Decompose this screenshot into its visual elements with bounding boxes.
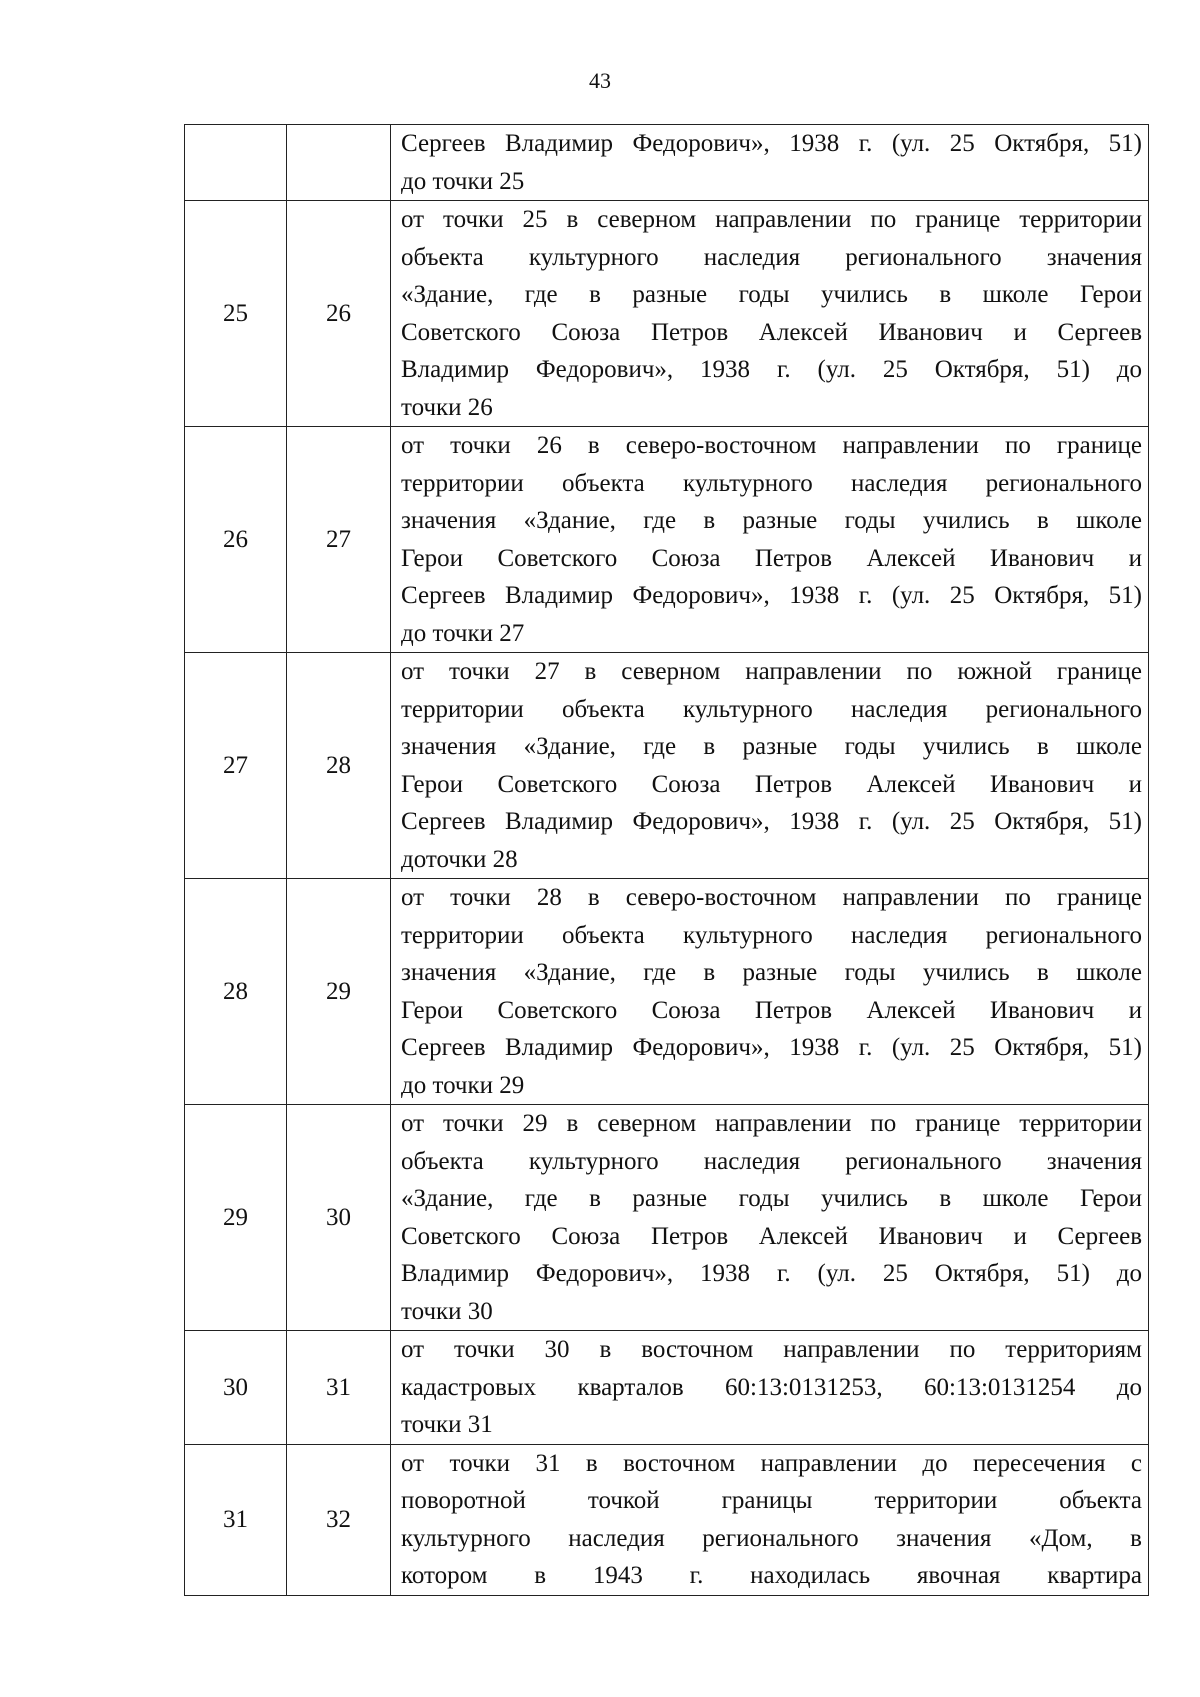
description-line: точки 31 — [401, 1411, 493, 1438]
point-to-cell: 27 — [287, 427, 391, 653]
point-to-cell: 31 — [287, 1331, 391, 1445]
description-line: значения «Здание, где в разные годы учились в школе — [401, 507, 1142, 534]
description-line: точки 26 — [401, 393, 493, 421]
description-line: Советского Союза Петров Алексей Иванович и Сергеев — [401, 318, 1142, 346]
description-line: Герои Советского Союза Петров Алексей Иванович и — [401, 996, 1142, 1024]
table-row — [185, 201, 1149, 427]
description-line: территории объекта культурного наследия регионального — [401, 921, 1142, 949]
boundary-description-cell — [391, 1444, 1149, 1595]
boundary-description-cell — [391, 1331, 1149, 1445]
point-to-cell — [287, 125, 391, 201]
boundary-description-cell — [391, 879, 1149, 1105]
description-line: от точки 29 в северном направлении по границе территории — [401, 1110, 1142, 1137]
description-line: Сергеев Владимир Федорович», 1938 г. (ул. 25 Октября, 51) — [401, 582, 1142, 609]
table-row — [185, 1444, 1149, 1595]
description-line: до точки 25 — [401, 167, 525, 195]
description-line: котором в 1943 г. находилась явочная квартира — [401, 1562, 1142, 1589]
description-line: значения «Здание, где в разные годы учились в школе — [401, 733, 1142, 760]
description-line: «Здание, где в разные годы учились в школе Герои — [401, 1185, 1142, 1212]
point-from-cell: 27 — [185, 653, 287, 879]
description-line: от точки 30 в восточном направлении по территориям — [401, 1336, 1142, 1363]
description-line: до точки 27 — [401, 619, 525, 647]
point-to-cell: 30 — [287, 1105, 391, 1331]
point-from-cell: 26 — [185, 427, 287, 653]
description-line: точки 30 — [401, 1297, 493, 1325]
table-row — [185, 653, 1149, 879]
point-from-cell: 25 — [185, 201, 287, 427]
table-row — [185, 427, 1149, 653]
description-line: Владимир Федорович», 1938 г. (ул. 25 Октября, 51) до — [401, 356, 1142, 383]
description-line: кадастровых кварталов 60:13:0131253, 60:13:0131254 до — [401, 1373, 1142, 1401]
description-line: территории объекта культурного наследия регионального — [401, 695, 1142, 723]
boundary-table — [184, 124, 1149, 1596]
point-from-cell: 29 — [185, 1105, 287, 1331]
boundary-description-cell — [391, 427, 1149, 653]
page-number: 43 — [589, 68, 611, 93]
description-line: от точки 26 в северо-восточном направлении по границе — [401, 432, 1142, 459]
point-from-cell: 31 — [185, 1444, 287, 1595]
boundary-description-cell — [391, 1105, 1149, 1331]
description-line: значения «Здание, где в разные годы учились в школе — [401, 959, 1142, 986]
description-line: объекта культурного наследия регионального значения — [401, 243, 1142, 271]
point-to-cell: 26 — [287, 201, 391, 427]
description-line: Герои Советского Союза Петров Алексей Иванович и — [401, 770, 1142, 798]
boundary-description-cell — [391, 201, 1149, 427]
description-line: объекта культурного наследия регионального значения — [401, 1147, 1142, 1175]
point-to-cell: 29 — [287, 879, 391, 1105]
description-line: поворотной точкой границы территории объекта — [401, 1487, 1142, 1514]
description-line: от точки 28 в северо-восточном направлении по границе — [401, 884, 1142, 911]
table-row — [185, 879, 1149, 1105]
description-line: от точки 27 в северном направлении по южной границе — [401, 658, 1142, 685]
description-line: культурного наследия регионального значения «Дом, в — [401, 1524, 1142, 1552]
description-line: Сергеев Владимир Федорович», 1938 г. (ул. 25 Октября, 51) — [401, 130, 1142, 157]
description-line: Сергеев Владимир Федорович», 1938 г. (ул. 25 Октября, 51) — [401, 1034, 1142, 1061]
description-line: Герои Советского Союза Петров Алексей Иванович и — [401, 544, 1142, 572]
description-line: Владимир Федорович», 1938 г. (ул. 25 Октября, 51) до — [401, 1260, 1142, 1287]
table-row — [185, 1331, 1149, 1445]
description-line: от точки 31 в восточном направлении до пересечения с — [401, 1449, 1142, 1477]
table-row — [185, 125, 1149, 201]
point-from-cell: 28 — [185, 879, 287, 1105]
description-line: территории объекта культурного наследия регионального — [401, 469, 1142, 497]
point-from-cell: 30 — [185, 1331, 287, 1445]
table-row — [185, 1105, 1149, 1331]
point-to-cell: 28 — [287, 653, 391, 879]
description-line: доточки 28 — [401, 845, 518, 873]
description-line: от точки 25 в северном направлении по границе территории — [401, 206, 1142, 233]
description-line: Советского Союза Петров Алексей Иванович и Сергеев — [401, 1222, 1142, 1250]
point-from-cell — [185, 125, 287, 201]
point-to-cell: 32 — [287, 1444, 391, 1595]
boundary-description-cell — [391, 653, 1149, 879]
description-line: «Здание, где в разные годы учились в школе Герои — [401, 281, 1142, 308]
description-line: до точки 29 — [401, 1071, 525, 1099]
boundary-description-cell — [391, 125, 1149, 201]
description-line: Сергеев Владимир Федорович», 1938 г. (ул. 25 Октября, 51) — [401, 808, 1142, 835]
